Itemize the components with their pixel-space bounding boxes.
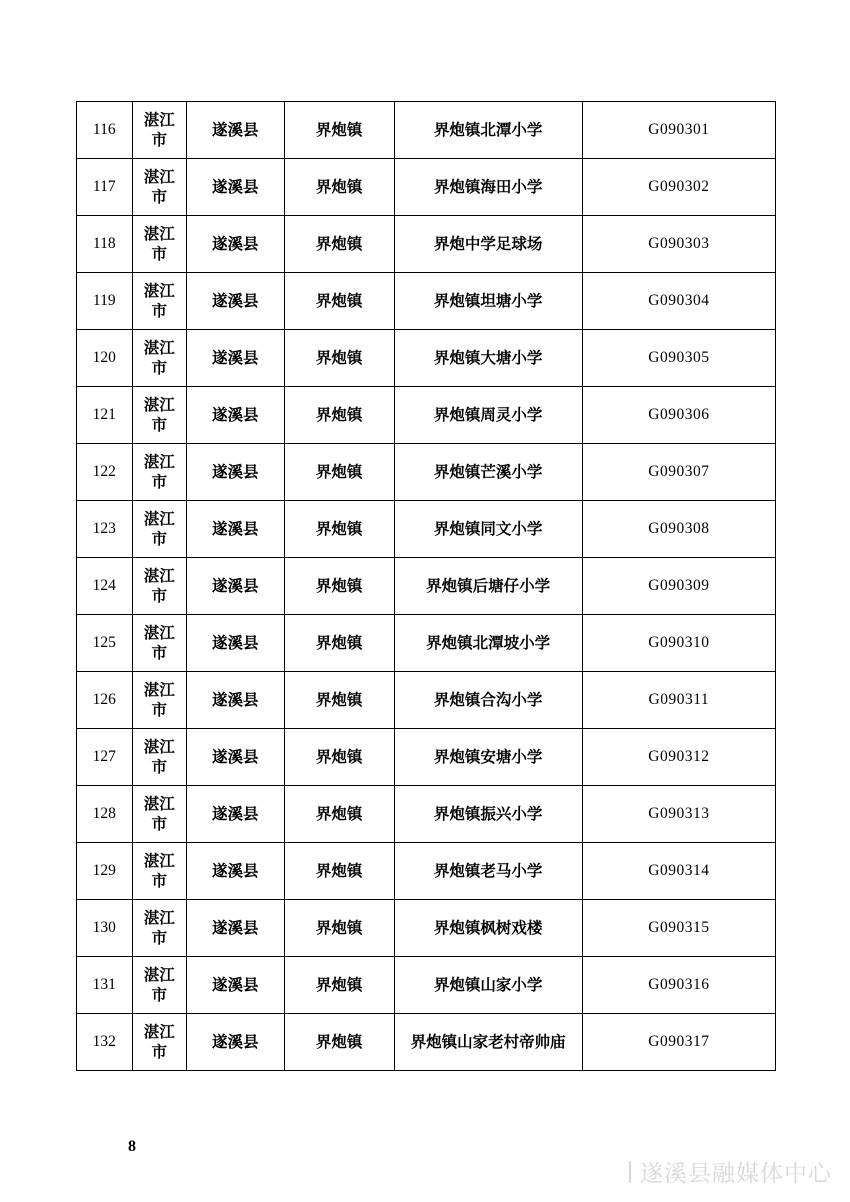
cell-code: G090310: [582, 615, 775, 672]
cell-city: [132, 102, 186, 159]
cell-code: G090308: [582, 501, 775, 558]
cell-city: [132, 558, 186, 615]
cell-city: [132, 387, 186, 444]
cell-city-line2: 市: [151, 131, 167, 149]
cell-city-line1: 湛江: [143, 566, 175, 585]
cell-city-line1: 湛江: [143, 623, 175, 642]
cell-town: 界炮镇: [284, 957, 394, 1014]
cell-index: 130: [77, 900, 133, 957]
cell-index: 116: [77, 102, 133, 159]
cell-city-line2: 市: [151, 473, 167, 491]
cell-name: 界炮镇山家老村帝帅庙: [394, 1014, 582, 1071]
cell-town: 界炮镇: [284, 273, 394, 330]
cell-name: 界炮镇山家小学: [394, 957, 582, 1014]
cell-town: 界炮镇: [284, 786, 394, 843]
cell-town: 界炮镇: [284, 558, 394, 615]
cell-code: G090307: [582, 444, 775, 501]
cell-index: 132: [77, 1014, 133, 1071]
cell-city-line1: 湛江: [143, 680, 175, 699]
cell-code: G090309: [582, 558, 775, 615]
cell-name: 界炮镇北潭坡小学: [394, 615, 582, 672]
cell-city-line1: 湛江: [143, 794, 175, 813]
table-row: [77, 159, 776, 216]
cell-index: 126: [77, 672, 133, 729]
table-row: [77, 501, 776, 558]
table-row: [77, 786, 776, 843]
cell-city: [132, 1014, 186, 1071]
facility-table-container: [76, 101, 776, 1071]
cell-city-line2: 市: [151, 701, 167, 719]
cell-city-line1: 湛江: [143, 851, 175, 870]
cell-town: 界炮镇: [284, 387, 394, 444]
cell-town: 界炮镇: [284, 1014, 394, 1071]
cell-city: [132, 501, 186, 558]
cell-name: 界炮镇大塘小学: [394, 330, 582, 387]
cell-city-line1: 湛江: [143, 1022, 175, 1041]
cell-code: G090316: [582, 957, 775, 1014]
cell-city: [132, 900, 186, 957]
watermark: [629, 1155, 832, 1188]
cell-city-line1: 湛江: [143, 167, 175, 186]
cell-town: 界炮镇: [284, 216, 394, 273]
cell-county: 遂溪县: [186, 444, 284, 501]
cell-name: 界炮镇后塘仔小学: [394, 558, 582, 615]
cell-code: G090304: [582, 273, 775, 330]
cell-county: 遂溪县: [186, 786, 284, 843]
cell-county: 遂溪县: [186, 900, 284, 957]
cell-city-line1: 湛江: [143, 452, 175, 471]
cell-county: 遂溪县: [186, 273, 284, 330]
cell-city-line2: 市: [151, 986, 167, 1004]
cell-name: 界炮镇安塘小学: [394, 729, 582, 786]
cell-city-line1: 湛江: [143, 965, 175, 984]
table-row: [77, 273, 776, 330]
cell-county: 遂溪县: [186, 102, 284, 159]
table-row: [77, 615, 776, 672]
cell-town: 界炮镇: [284, 843, 394, 900]
cell-city-line1: 湛江: [143, 395, 175, 414]
cell-index: 125: [77, 615, 133, 672]
cell-name: 界炮镇海田小学: [394, 159, 582, 216]
cell-name: 界炮镇周灵小学: [394, 387, 582, 444]
cell-index: 124: [77, 558, 133, 615]
cell-index: 123: [77, 501, 133, 558]
cell-name: 界炮镇振兴小学: [394, 786, 582, 843]
cell-code: G090301: [582, 102, 775, 159]
table-row: [77, 957, 776, 1014]
cell-city: [132, 672, 186, 729]
table-row: [77, 330, 776, 387]
cell-city-line2: 市: [151, 530, 167, 548]
cell-city-line1: 湛江: [143, 509, 175, 528]
cell-city-line2: 市: [151, 815, 167, 833]
cell-index: 128: [77, 786, 133, 843]
table-row: [77, 1014, 776, 1071]
cell-index: 131: [77, 957, 133, 1014]
table-row: [77, 387, 776, 444]
cell-city-line1: 湛江: [143, 338, 175, 357]
page-number: 8: [128, 1138, 136, 1155]
cell-name: 界炮镇芒溪小学: [394, 444, 582, 501]
cell-city-line1: 湛江: [143, 737, 175, 756]
table-row: [77, 729, 776, 786]
cell-city-line1: 湛江: [143, 110, 175, 129]
table-row: [77, 102, 776, 159]
facility-table-body: [77, 102, 776, 1071]
cell-code: G090313: [582, 786, 775, 843]
cell-city-line1: 湛江: [143, 224, 175, 243]
cell-county: 遂溪县: [186, 558, 284, 615]
cell-city: [132, 729, 186, 786]
table-row: [77, 216, 776, 273]
cell-county: 遂溪县: [186, 216, 284, 273]
cell-city-line2: 市: [151, 872, 167, 890]
cell-city: [132, 216, 186, 273]
cell-code: G090303: [582, 216, 775, 273]
cell-city-line1: 湛江: [143, 281, 175, 300]
cell-index: 118: [77, 216, 133, 273]
cell-city-line2: 市: [151, 245, 167, 263]
watermark-bar-icon: [629, 1161, 631, 1183]
cell-index: 120: [77, 330, 133, 387]
cell-code: G090302: [582, 159, 775, 216]
cell-town: 界炮镇: [284, 102, 394, 159]
cell-city-line2: 市: [151, 188, 167, 206]
cell-town: 界炮镇: [284, 159, 394, 216]
cell-code: G090317: [582, 1014, 775, 1071]
cell-town: 界炮镇: [284, 729, 394, 786]
cell-name: 界炮镇同文小学: [394, 501, 582, 558]
cell-town: 界炮镇: [284, 330, 394, 387]
cell-city-line1: 湛江: [143, 908, 175, 927]
cell-city-line2: 市: [151, 302, 167, 320]
cell-city-line2: 市: [151, 359, 167, 377]
cell-county: 遂溪县: [186, 957, 284, 1014]
cell-city: [132, 843, 186, 900]
cell-city: [132, 615, 186, 672]
cell-county: 遂溪县: [186, 501, 284, 558]
cell-county: 遂溪县: [186, 615, 284, 672]
cell-city: [132, 273, 186, 330]
cell-code: G090306: [582, 387, 775, 444]
cell-code: G090315: [582, 900, 775, 957]
cell-index: 127: [77, 729, 133, 786]
cell-index: 121: [77, 387, 133, 444]
cell-town: 界炮镇: [284, 444, 394, 501]
cell-name: 界炮镇坦塘小学: [394, 273, 582, 330]
cell-city-line2: 市: [151, 587, 167, 605]
cell-town: 界炮镇: [284, 672, 394, 729]
table-row: [77, 444, 776, 501]
cell-town: 界炮镇: [284, 900, 394, 957]
cell-city: [132, 159, 186, 216]
cell-county: 遂溪县: [186, 330, 284, 387]
cell-town: 界炮镇: [284, 501, 394, 558]
cell-index: 122: [77, 444, 133, 501]
cell-county: 遂溪县: [186, 387, 284, 444]
facility-table: [76, 101, 776, 1071]
cell-code: G090305: [582, 330, 775, 387]
cell-county: 遂溪县: [186, 843, 284, 900]
cell-code: G090311: [582, 672, 775, 729]
cell-city: [132, 786, 186, 843]
cell-index: 129: [77, 843, 133, 900]
cell-city: [132, 957, 186, 1014]
cell-city-line2: 市: [151, 416, 167, 434]
cell-city-line2: 市: [151, 644, 167, 662]
cell-index: 117: [77, 159, 133, 216]
cell-city: [132, 330, 186, 387]
cell-code: G090314: [582, 843, 775, 900]
cell-county: 遂溪县: [186, 159, 284, 216]
cell-index: 119: [77, 273, 133, 330]
watermark-text: 遂溪县融媒体中心: [640, 1161, 832, 1187]
table-row: [77, 843, 776, 900]
cell-name: 界炮镇老马小学: [394, 843, 582, 900]
cell-county: 遂溪县: [186, 1014, 284, 1071]
cell-name: 界炮镇枫树戏楼: [394, 900, 582, 957]
cell-city-line2: 市: [151, 929, 167, 947]
cell-county: 遂溪县: [186, 729, 284, 786]
table-row: [77, 672, 776, 729]
cell-county: 遂溪县: [186, 672, 284, 729]
table-row: [77, 900, 776, 957]
cell-code: G090312: [582, 729, 775, 786]
cell-name: 界炮镇合沟小学: [394, 672, 582, 729]
cell-city-line2: 市: [151, 1043, 167, 1061]
cell-name: 界炮中学足球场: [394, 216, 582, 273]
cell-name: 界炮镇北潭小学: [394, 102, 582, 159]
cell-town: 界炮镇: [284, 615, 394, 672]
cell-city-line2: 市: [151, 758, 167, 776]
cell-city: [132, 444, 186, 501]
table-row: [77, 558, 776, 615]
